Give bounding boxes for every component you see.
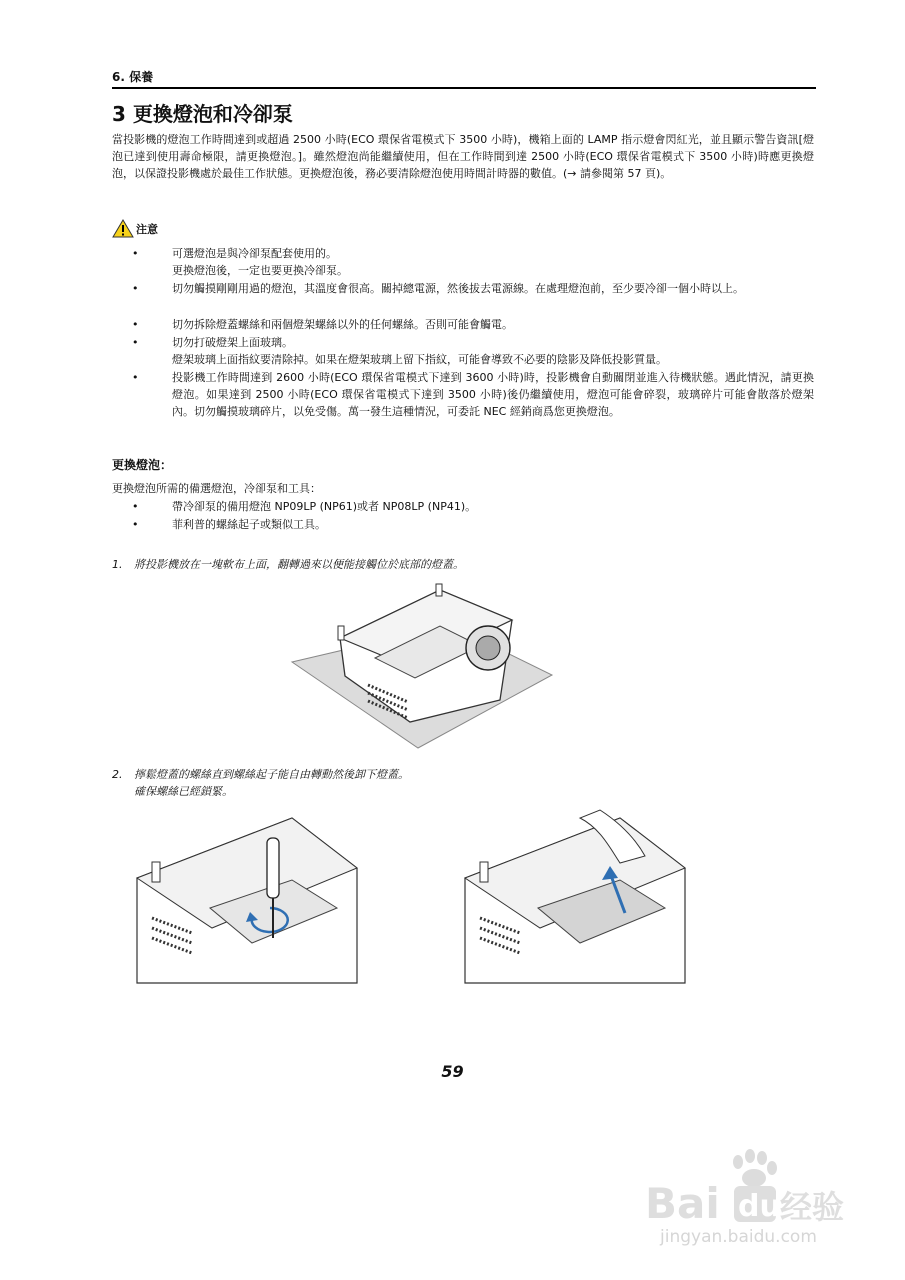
step-number: 1. <box>112 558 123 571</box>
bullet: • <box>132 371 139 384</box>
warning-triangle-icon <box>112 219 134 238</box>
parts-item: • 菲利普的螺絲起子或類似工具。 <box>132 518 326 531</box>
step-2 <box>112 766 409 800</box>
parts-item: • 帶冷卻泵的備用燈泡 NP09LP (NP61)或者 NP08LP (NP41)。 <box>132 500 477 513</box>
caution-item: • 投影機工作時間達到 2600 小時(ECO 環保省電模式下達到 3600 小時)時，投影機會自動關閉並進入待機狀態。遇此情況，請更換燈泡。如果達到 2500 小時(ECO 環保省電模式下達到 3500 小時)後仍繼續使用，燈泡可能會碎裂，玻璃碎片可能會散落於燈架內。切勿觸摸玻璃碎片，以免受傷。萬一發生這種情況，可委託 NEC 經銷商爲您更換燈泡。 <box>132 371 814 418</box>
step-1 <box>112 556 464 573</box>
parts-intro: 更換燈泡所需的備選燈泡，冷卻泵和工具： <box>112 482 321 495</box>
intro-paragraph: 當投影機的燈泡工作時間達到或超過 2500 小時(ECO 環保省電模式下 3500 小時)，機箱上面的 LAMP 指示燈會閃紅光，並且顯示警告資訊[燈泡已達到使用壽命極限，請更換燈泡。]。雖然燈泡尚能繼續使用，但在工作時間到達 2500 小時(ECO 環保省電模式下 3500 小時)時應更換燈泡，以保證投影機處於最佳工作狀態。更換燈泡後，務必要清除燈泡使用時間計時器的數值。(→ 請參閱第 57 頁)。 <box>112 133 814 180</box>
caution-label: 注意 <box>136 222 158 236</box>
section-title: 3 更換燈泡和冷卻泵 <box>112 102 293 126</box>
bullet: • <box>132 336 139 349</box>
caution-item: • 切勿拆除燈蓋螺絲和兩個燈架螺絲以外的任何螺絲。否則可能會觸電。 <box>132 318 513 331</box>
header-rule <box>112 87 816 89</box>
caution-heading <box>112 219 158 238</box>
chapter-header: 6. 保養 <box>112 70 154 84</box>
caution-item-continuation: 更換燈泡後，一定也要更換冷卻泵。 <box>172 264 348 277</box>
bullet: • <box>132 500 139 513</box>
bullet: • <box>132 318 139 331</box>
caution-item: • 切勿觸摸剛剛用過的燈泡，其溫度會很高。關掉總電源，然後拔去電源線。在處理燈泡前，至少要冷卻一個小時以上。 <box>132 282 744 295</box>
projector-on-cloth-illustration <box>290 580 555 750</box>
caution-item: • 切勿打破燈架上面玻璃。 <box>132 336 293 349</box>
page-number: 59 <box>441 1062 464 1081</box>
svg-text:经验: 经验 <box>780 1188 845 1226</box>
svg-text:jingyan.baidu.com: jingyan.baidu.com <box>660 1227 817 1247</box>
bullet: • <box>132 247 139 260</box>
caution-item-continuation: 燈架玻璃上面指紋要清除掉。如果在燈架玻璃上留下指紋，可能會導致不必要的陰影及降低投影質量。 <box>172 353 667 366</box>
svg-text:Bai: Bai <box>645 1179 720 1228</box>
step-text: 將投影機放在一塊軟布上面，翻轉過來以便能接觸位於底部的燈蓋。 <box>134 558 464 571</box>
unscrew-lamp-cover-illustration <box>132 808 360 986</box>
remove-lamp-cover-illustration <box>460 808 688 986</box>
replace-heading: 更換燈泡： <box>112 458 173 472</box>
step-text: 擰鬆燈蓋的螺絲直到螺絲起子能自由轉動然後卸下燈蓋。 <box>134 768 409 781</box>
bullet: • <box>132 282 139 295</box>
svg-text:du: du <box>738 1189 781 1224</box>
caution-item: • 可選燈泡是與冷卻泵配套使用的。 <box>132 247 337 260</box>
step-number: 2. <box>112 768 123 781</box>
bullet: • <box>132 518 139 531</box>
baidu-jingyan-watermark <box>640 1148 870 1248</box>
step-note: 確保螺絲已經鎖緊。 <box>134 785 233 798</box>
